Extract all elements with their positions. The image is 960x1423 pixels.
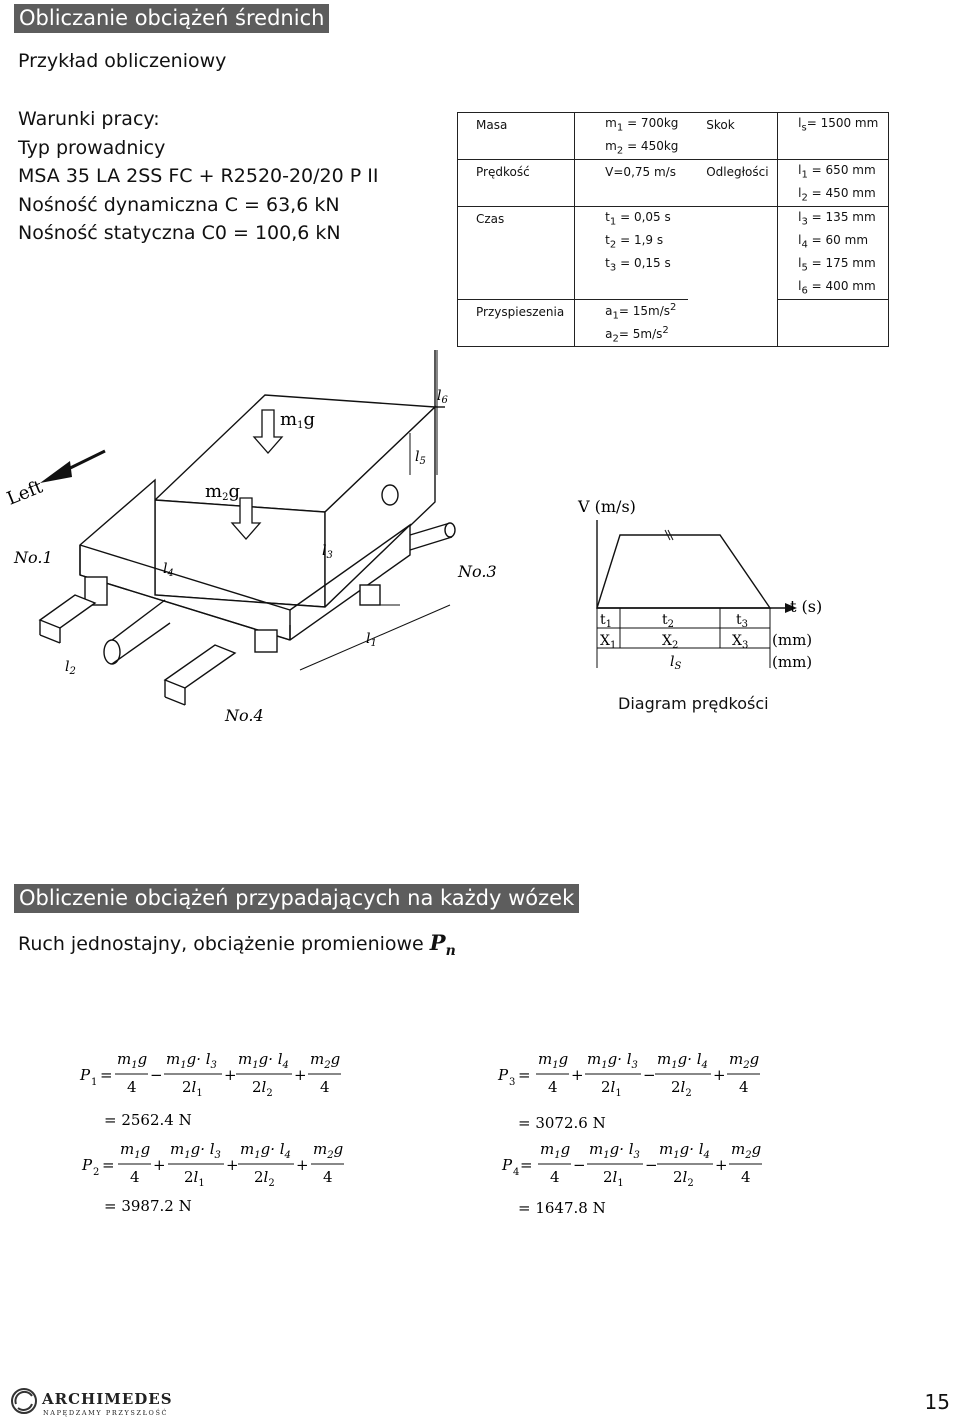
carriage-no4	[255, 630, 277, 652]
param-row	[458, 136, 889, 160]
m1g-label: m1g	[280, 409, 315, 431]
equation-p4	[501, 1140, 762, 1189]
param-row	[458, 300, 889, 324]
equation-p1	[79, 1050, 341, 1099]
param-row	[458, 207, 889, 231]
svg-text:+: +	[153, 1156, 166, 1174]
svg-text:m2g: $m_2g$	[313, 1140, 344, 1161]
svg-text:m1g· l4: $m_1g\cdot l_4$	[240, 1140, 291, 1161]
t3-label: $t_3$	[736, 612, 749, 630]
svg-text:−: −	[150, 1066, 163, 1084]
svg-text:+: +	[296, 1156, 309, 1174]
param-label: Prędkość	[458, 160, 575, 184]
svg-text:P: P	[498, 1066, 509, 1084]
conditions-line: MSA 35 LA 2SS FC + R2520-20/20 P II	[18, 165, 379, 187]
page-subtitle: Przykład obliczeniowy	[18, 50, 227, 72]
svg-text:m1g· l3: $m_1g\cdot l_3$	[166, 1050, 217, 1071]
param-row	[458, 160, 889, 184]
svg-text:=: =	[102, 1156, 115, 1174]
equations-block	[0, 1040, 960, 1220]
no1-label: No.1	[14, 548, 53, 567]
param-value: V=0,75 m/s	[575, 160, 689, 184]
param-value-2: $l_6 = 400$ mm	[778, 276, 889, 300]
section-symbol-sub: n	[445, 943, 456, 960]
svg-text:m2g: $m_2g$	[729, 1050, 760, 1071]
param-label-2	[688, 230, 777, 253]
svg-text:+: +	[571, 1066, 584, 1084]
svg-text:P: P	[80, 1066, 91, 1084]
svg-text:2l2: $2l_2$	[254, 1168, 275, 1189]
svg-text:P: P	[82, 1156, 93, 1174]
param-value: $m_1 = 700kg$	[575, 113, 689, 137]
mm-label-1: (mm)	[772, 631, 813, 649]
l1-label: $l_1$	[366, 631, 377, 649]
svg-text:m1g· l3: $m_1g\cdot l_3$	[589, 1140, 640, 1161]
brand-tagline: NAPĘDZAMY PRZYSZŁOŚĆ	[43, 1409, 169, 1417]
param-row	[458, 183, 889, 207]
svg-text:2l1: $2l_1$	[184, 1168, 205, 1189]
brand-name: ARCHIMEDES	[42, 1390, 173, 1408]
section-symbol-p: P	[429, 930, 446, 955]
param-value-2	[778, 300, 889, 324]
rail-left	[40, 595, 95, 628]
param-label: Masa	[476, 117, 508, 132]
conditions-line: Nośność dynamiczna C = 63,6 kN	[18, 193, 340, 216]
p3-result: = 3072.6 N	[518, 1114, 606, 1132]
param-label-2	[688, 136, 777, 160]
param-value-2: $l_1 = 650$ mm	[778, 160, 889, 184]
param-row	[458, 230, 889, 253]
velocity-trapezoid	[597, 535, 770, 608]
section-symbol	[429, 930, 456, 960]
parameters-table	[457, 112, 889, 347]
x3-label: $X_3$	[732, 633, 749, 651]
svg-text:1: 1	[91, 1077, 98, 1088]
svg-text:4: 4	[130, 1168, 140, 1186]
x1-label: $X_1$	[600, 633, 617, 651]
param-value: $t_1 = 0,05$ s	[575, 207, 689, 231]
param-label-2	[688, 276, 777, 300]
svg-text:+: +	[294, 1066, 307, 1084]
svg-text:4: 4	[127, 1078, 137, 1096]
archimedes-logo	[10, 1386, 180, 1422]
working-conditions	[18, 105, 378, 248]
param-label-2	[688, 300, 777, 324]
svg-text:=: =	[520, 1156, 533, 1174]
param-label	[458, 323, 575, 347]
param-label	[458, 230, 575, 253]
param-value-2	[778, 323, 889, 347]
param-label-2: Skok	[706, 117, 735, 132]
m2g-label: m2g	[205, 481, 240, 503]
svg-text:2: 2	[93, 1167, 100, 1178]
svg-text:4: 4	[320, 1078, 330, 1096]
param-value-2: $l_3 = 135$ mm	[778, 207, 889, 231]
archimedes-logo-icon	[10, 1386, 180, 1418]
p2-result: = 3987.2 N	[104, 1197, 192, 1215]
svg-text:m1g: $m_1g$	[117, 1050, 148, 1071]
svg-text:3: 3	[509, 1077, 516, 1088]
svg-text:m1g· l4: $m_1g\cdot l_4$	[238, 1050, 289, 1071]
param-value-2: $l_5 = 175$ mm	[778, 253, 889, 276]
l3-label: $l_3$	[322, 543, 333, 561]
svg-text:m1g: $m_1g$	[538, 1050, 569, 1071]
left-arrow-head	[40, 461, 72, 483]
mm-label-2: (mm)	[772, 653, 813, 671]
no4-label: No.4	[225, 706, 264, 725]
param-label-2	[688, 183, 777, 207]
t1-label: $t_1$	[600, 612, 613, 630]
page-number: 15	[924, 1390, 950, 1414]
param-label	[458, 253, 575, 276]
no3-label: No.3	[458, 562, 497, 581]
param-value-2: $l_s= 1500$ mm	[778, 113, 889, 137]
svg-text:m1g: $m_1g$	[540, 1140, 571, 1161]
svg-text:2l2: $2l_2$	[671, 1078, 692, 1099]
svg-text:2l2: $2l_2$	[252, 1078, 273, 1099]
param-value: $a_1= 15m/s^2$	[575, 300, 689, 324]
svg-text:P: P	[502, 1156, 513, 1174]
svg-text:−: −	[573, 1156, 586, 1174]
conditions-line: Nośność statyczna C0 = 100,6 kN	[18, 222, 341, 244]
param-row	[458, 253, 889, 276]
svg-text:−: −	[645, 1156, 658, 1174]
section-subtitle	[18, 930, 456, 959]
param-label	[458, 136, 575, 160]
param-value: $t_2 = 1,9$ s	[575, 230, 689, 253]
equation-p3	[497, 1050, 760, 1099]
svg-text:4: 4	[739, 1078, 749, 1096]
param-value: $m_2 = 450kg$	[575, 136, 689, 160]
page-title: Obliczanie obciążeń średnich	[14, 4, 329, 33]
svg-text:+: +	[713, 1066, 726, 1084]
svg-text:4: 4	[548, 1078, 558, 1096]
section-subtitle-text: Ruch jednostajny, obciążenie promieniowe	[18, 933, 430, 955]
param-value: $t_3 = 0,15$ s	[575, 253, 689, 276]
param-row	[458, 276, 889, 300]
svg-text:m1g· l4: $m_1g\cdot l_4$	[657, 1050, 708, 1071]
param-value: $a_2= 5m/s^2$	[575, 323, 689, 347]
p4-result: = 1647.8 N	[518, 1199, 606, 1217]
svg-text:4: 4	[513, 1167, 520, 1178]
svg-text:=: =	[518, 1066, 531, 1084]
l5-label: $l_5$	[415, 449, 426, 467]
param-label: Przyspieszenia	[458, 300, 575, 324]
svg-text:4: 4	[741, 1168, 751, 1186]
t-axis-label: t (s)	[790, 597, 823, 616]
conditions-line: Typ prowadnicy	[18, 136, 166, 159]
svg-text:+: +	[226, 1156, 239, 1174]
param-row	[458, 323, 889, 347]
equation-p2	[81, 1140, 344, 1189]
linear-guide-diagram	[0, 345, 560, 735]
svg-text:m2g: $m_2g$	[310, 1050, 341, 1071]
l2-label: $l_2$	[65, 659, 76, 677]
section-title: Obliczenie obciążeń przypadających na każdy wózek	[14, 884, 579, 913]
svg-text:2l1: $2l_1$	[603, 1168, 624, 1189]
svg-text:4: 4	[323, 1168, 333, 1186]
ls-label: $l_S$	[670, 654, 682, 672]
param-value	[575, 183, 689, 207]
svg-text:2l1: $2l_1$	[182, 1078, 203, 1099]
left-label: Left	[4, 476, 46, 510]
svg-text:4: 4	[550, 1168, 560, 1186]
speed-diagram-caption: Diagram prędkości	[618, 694, 769, 713]
svg-text:=: =	[100, 1066, 113, 1084]
speed-diagram	[560, 490, 830, 680]
svg-text:−: −	[643, 1066, 656, 1084]
param-value	[575, 276, 689, 300]
param-label-2	[688, 253, 777, 276]
svg-text:m1g: $m_1g$	[120, 1140, 151, 1161]
param-value-2: $l_4 = 60$ mm	[778, 230, 889, 253]
x2-label: $X_2$	[662, 633, 679, 651]
param-label-2	[688, 323, 777, 347]
v-axis-label: V (m/s)	[578, 497, 636, 516]
svg-text:+: +	[715, 1156, 728, 1174]
svg-text:m1g· l4: $m_1g\cdot l_4$	[659, 1140, 710, 1161]
svg-text:m1g· l3: $m_1g\cdot l_3$	[170, 1140, 221, 1161]
param-value-2: $l_2 = 450$ mm	[778, 183, 889, 207]
l6-label: $l_6$	[437, 388, 448, 406]
svg-text:2l2: $2l_2$	[673, 1168, 694, 1189]
param-label	[458, 276, 575, 300]
conditions-line: Warunki pracy:	[18, 108, 160, 130]
param-label: Czas	[458, 207, 575, 231]
svg-text:m2g: $m_2g$	[731, 1140, 762, 1161]
param-label-2	[688, 207, 777, 231]
param-row	[458, 113, 889, 137]
svg-text:2l1: $2l_1$	[601, 1078, 622, 1099]
p1-result: = 2562.4 N	[104, 1111, 192, 1129]
param-label-2: Odległości	[688, 160, 777, 184]
param-value-2	[778, 136, 889, 160]
svg-text:+: +	[224, 1066, 237, 1084]
t2-label: $t_2$	[662, 612, 675, 630]
l4-label: $l_4$	[163, 561, 174, 579]
param-label	[458, 183, 575, 207]
rail-right	[165, 645, 235, 688]
svg-text:m1g· l3: $m_1g\cdot l_3$	[587, 1050, 638, 1071]
